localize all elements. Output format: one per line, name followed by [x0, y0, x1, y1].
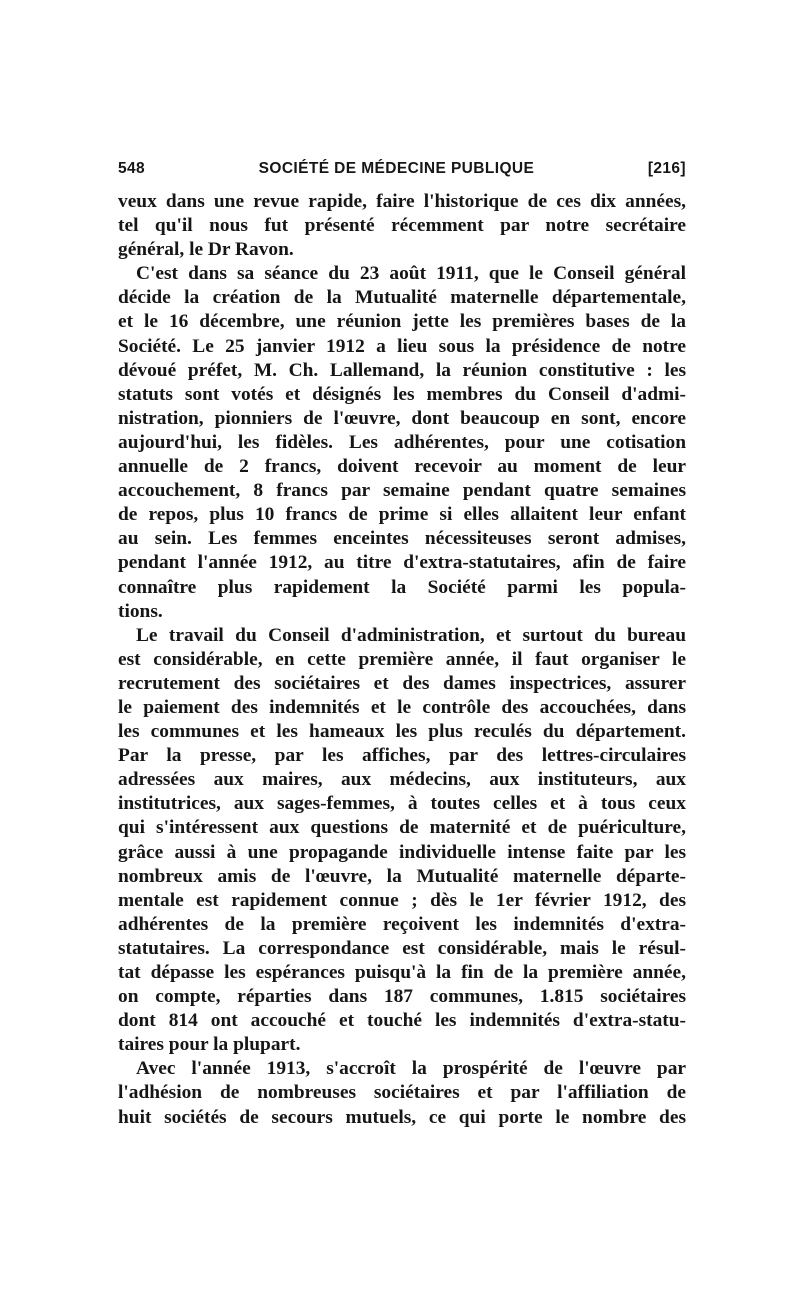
text-line: Société. Le 25 janvier 1912 a lieu sous la présidence de notre — [118, 335, 686, 357]
text-line: tat dépasse les espérances puisqu'à la fin de la première année, — [118, 962, 686, 983]
text-line: les communes et les hameaux les plus reculés du département. — [118, 721, 686, 743]
text-line: annuelle de 2 francs, doivent recevoir au moment de leur — [118, 456, 686, 478]
text-line: institutrices, aux sages-femmes, à toutes celles et à tous ceux — [118, 793, 686, 815]
text-line: qui s'intéressent aux questions de maternité et de puériculture, — [118, 817, 686, 839]
text-line: décide la création de la Mutualité maternelle départementale, — [118, 287, 686, 309]
text-line: on compte, réparties dans 187 communes, 1.815 sociétaires — [118, 986, 686, 1008]
running-title: SOCIÉTÉ DE MÉDECINE PUBLIQUE — [258, 160, 535, 177]
text-line: Par la presse, par les affiches, par des lettres-circulaires — [118, 745, 686, 767]
text-line: mentale est rapidement connue ; dès le 1er février 1912, des — [118, 889, 686, 911]
text-line: l'adhésion de nombreuses sociétaires et par l'affiliation de — [118, 1082, 686, 1104]
text-line: le paiement des indemnités et le contrôle des accouchées, dans — [118, 696, 686, 718]
text-line: tel qu'il nous fut présenté récemment par notre secrétaire — [118, 215, 686, 237]
text-line: nistration, pionniers de l'œuvre, dont beaucoup en sont, encore — [118, 407, 686, 429]
text-line: dont 814 ont accouché et touché les indemnités d'extra-statu- — [118, 1010, 686, 1032]
text-line: statuts sont votés et désignés les membres du Conseil d'admi- — [118, 383, 686, 405]
text-line: de repos, plus 10 francs de prime si elles allaitent leur enfant — [118, 504, 686, 526]
text-line: pendant l'année 1912, au titre d'extra-statutaires, afin de faire — [118, 552, 686, 574]
text-line: statutaires. La correspondance est considérable, mais le résul- — [118, 937, 686, 959]
page-number: 548 — [118, 160, 146, 177]
text-line: connaître plus rapidement la Société parmi les popula- — [118, 576, 686, 598]
text-line: aujourd'hui, les fidèles. Les adhérentes, pour une cotisation — [118, 431, 686, 453]
text-line: taires pour la plupart. — [118, 1034, 301, 1056]
text-line: accouchement, 8 francs par semaine pendant quatre semaines — [118, 480, 686, 502]
text-line: C'est dans sa séance du 23 août 1911, que le Conseil général — [136, 263, 686, 285]
text-line: tions. — [118, 600, 163, 622]
page-reference: [216] — [647, 160, 686, 177]
text-line: recrutement des sociétaires et des dames inspectrices, assurer — [118, 672, 686, 694]
text-line: Le travail du Conseil d'administration, et surtout du bureau — [136, 624, 686, 646]
text-line: général, le Dr Ravon. — [118, 239, 294, 261]
text-line: huit sociétés de secours mutuels, ce qui porte le nombre des — [118, 1106, 686, 1128]
text-line: dévoué préfet, M. Ch. Lallemand, la réunion constitutive : les — [118, 359, 686, 381]
running-header — [118, 160, 686, 184]
text-line: adressées aux maires, aux médecins, aux instituteurs, aux — [118, 769, 686, 791]
text-line: est considérable, en cette première année, il faut organiser le — [118, 648, 686, 670]
text-line: et le 16 décembre, une réunion jette les premières bases de la — [118, 311, 686, 333]
text-line: au sein. Les femmes enceintes nécessiteuses seront admises, — [118, 528, 686, 550]
body-text — [118, 190, 686, 1130]
text-line: nombreux amis de l'œuvre, la Mutualité maternelle départe- — [118, 865, 686, 887]
text-line: Avec l'année 1913, s'accroît la prospérité de l'œuvre par — [136, 1058, 686, 1080]
text-line: adhérentes de la première reçoivent les indemnités d'extra- — [118, 913, 686, 935]
text-line: veux dans une revue rapide, faire l'historique de ces dix années, — [118, 191, 686, 212]
text-line: grâce aussi à une propagande individuelle intense faite par les — [118, 841, 686, 863]
